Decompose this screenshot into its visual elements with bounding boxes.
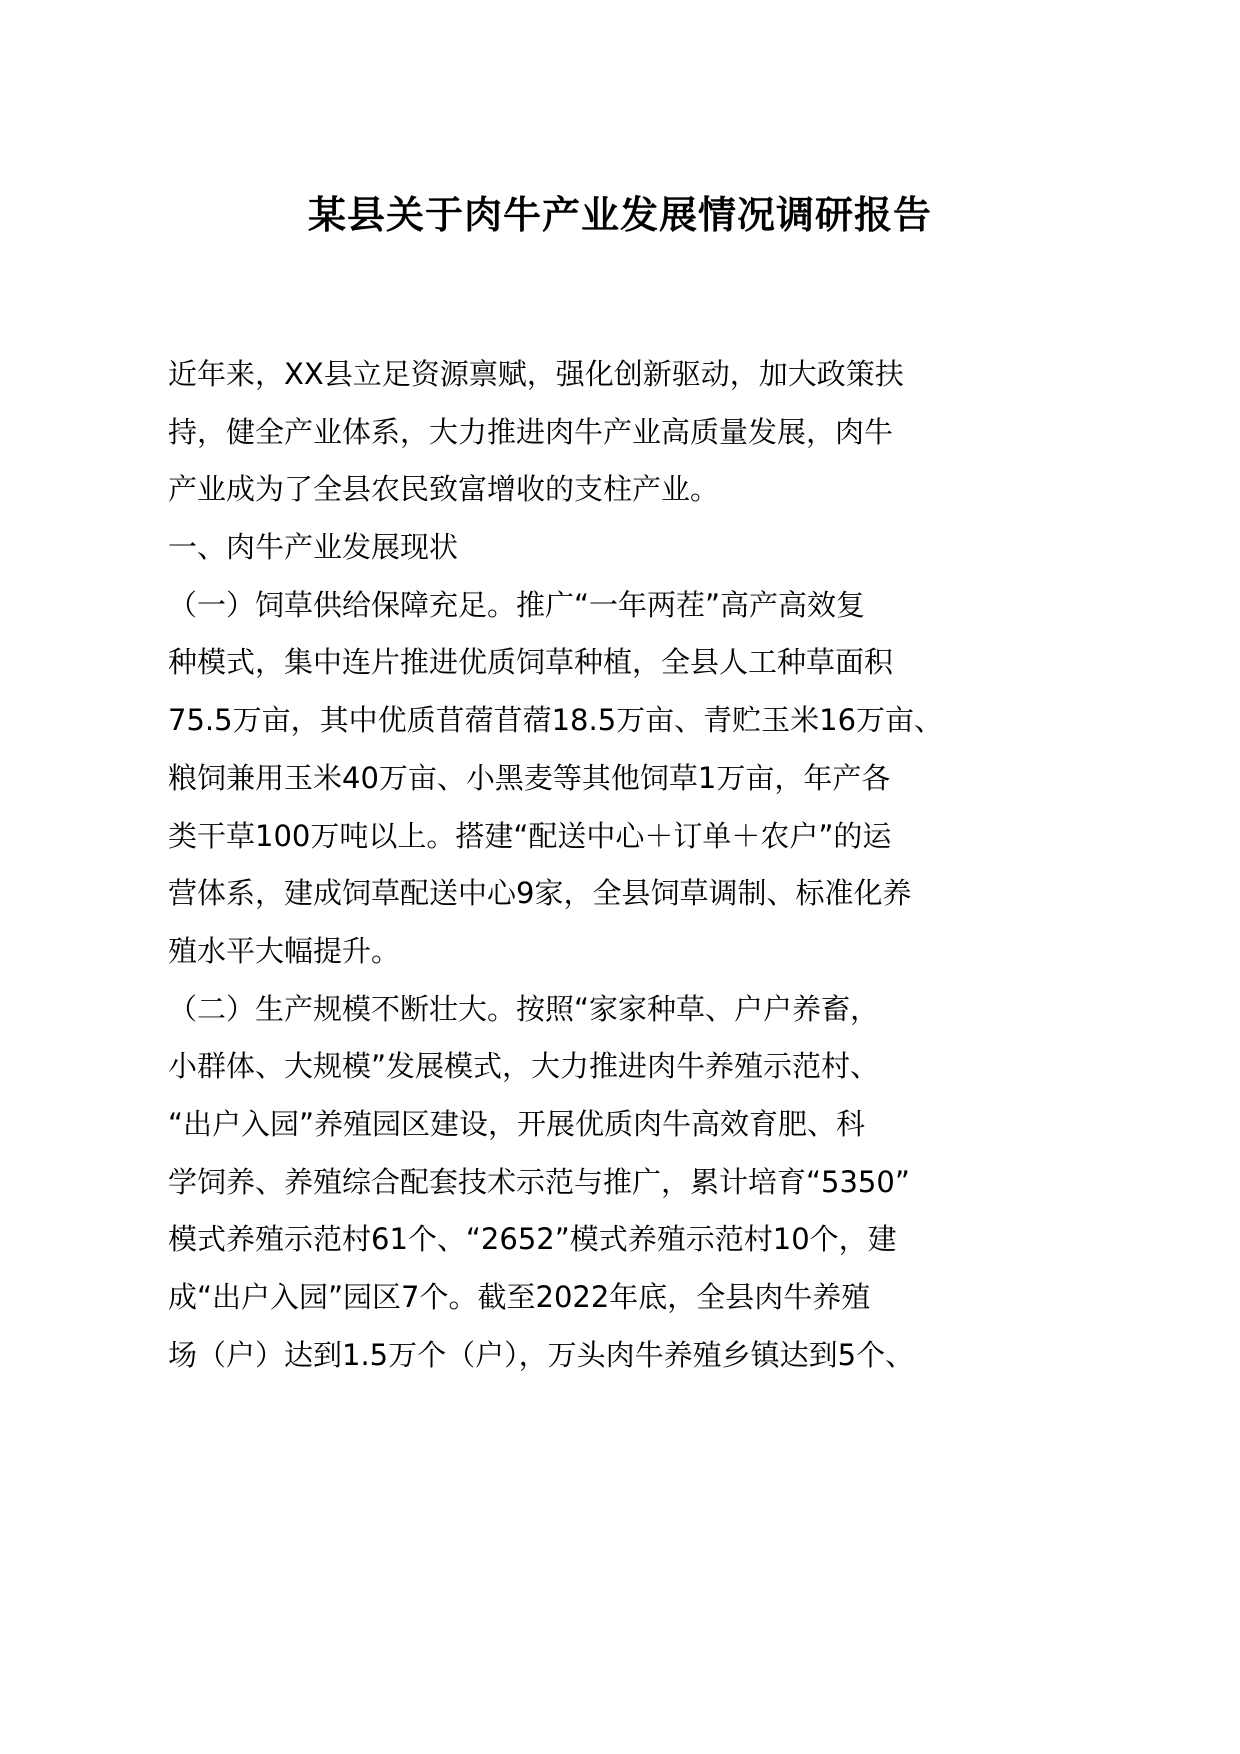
paragraph-line: “出户入园”养殖园区建设，开展优质肉牛高效育肥、科 xyxy=(168,1106,866,1141)
paragraph-line: 营体系，建成饲草配送中心9家，全县饲草调制、标准化养 xyxy=(168,876,912,911)
paragraph-line: 类干草100万吨以上。搭建“配送中心＋订单＋农户”的运 xyxy=(168,818,892,853)
paragraph-line: 模式养殖示范村61个、“2652”模式养殖示范村10个，建 xyxy=(168,1222,897,1257)
document-body xyxy=(168,352,968,1390)
paragraph-line: 产业成为了全县农民致富增收的支柱产业。 xyxy=(168,472,720,507)
document-title: 某县关于肉牛产业发展情况调研报告 xyxy=(307,193,932,237)
paragraph-line: 小群体、大规模”发展模式，大力推进肉牛养殖示范村、 xyxy=(168,1049,880,1084)
paragraph-line: （一）饲草供给保障充足。推广“一年两茬”高产高效复 xyxy=(168,587,866,622)
paragraph-line: 场（户）达到1.5万个（户），万头肉牛养殖乡镇达到5个、 xyxy=(168,1337,915,1372)
paragraph-line: 一、肉牛产业发展现状 xyxy=(168,530,459,565)
paragraph-line: （二）生产规模不断壮大。按照“家家种草、户户养畜， xyxy=(168,991,880,1026)
paragraph-line: 粮饲兼用玉米40万亩、小黑麦等其他饲草1万亩，年产各 xyxy=(168,760,891,795)
paragraph-line: 近年来，XX县立足资源禀赋，强化创新驱动，加大政策扶 xyxy=(168,357,904,391)
paragraph-line: 成“出户入园”园区7个。截至2022年底，全县肉牛养殖 xyxy=(168,1280,871,1314)
paragraph-line: 75.5万亩，其中优质苜蓿苜蓿18.5万亩、青贮玉米16万亩、 xyxy=(168,703,944,738)
paragraph-line: 殖水平大幅提升。 xyxy=(168,933,401,968)
paragraph-line: 学饲养、养殖综合配套技术示范与推广，累计培育“5350” xyxy=(168,1164,910,1199)
paragraph-line: 持，健全产业体系，大力推进肉牛产业高质量发展，肉牛 xyxy=(168,414,894,449)
paragraph-line: 种模式，集中连片推进优质饲草种植，全县人工种草面积 xyxy=(168,645,894,680)
